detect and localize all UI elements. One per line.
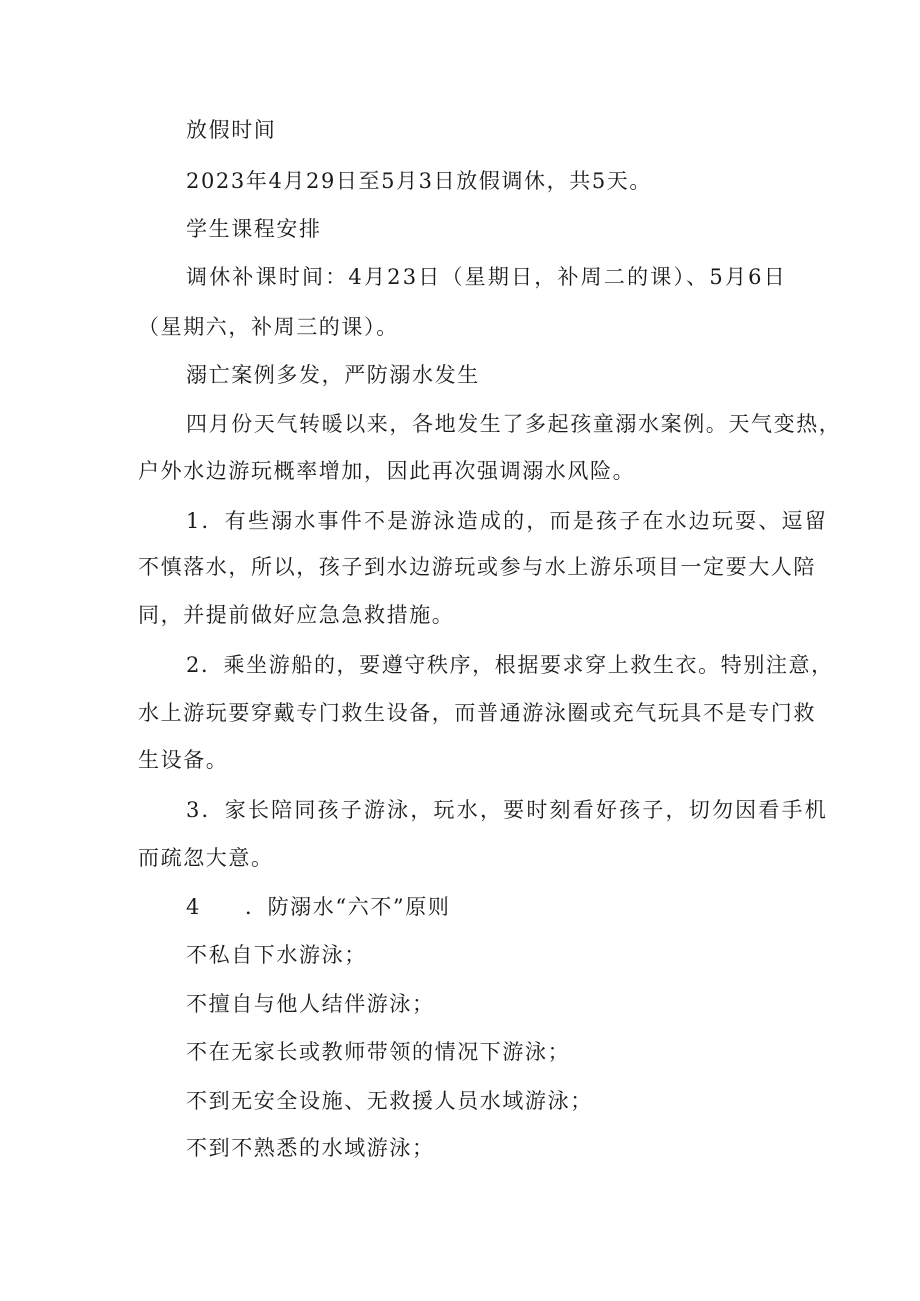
item1-paragraph-line: 不慎落水，所以，孩子到水边游玩或参与水上游乐项目一定要大人陪 — [138, 555, 816, 579]
holiday-paragraph: 2023年4月29日至5月3日放假调休，共5天。 — [186, 169, 653, 193]
item1-paragraph-line: 1．有些溺水事件不是游泳造成的，而是孩子在水边玩耍、逗留 — [186, 509, 828, 533]
schedule-paragraph-line: （星期六，补周三的课）。 — [138, 315, 399, 339]
heading-course-schedule: 学生课程安排 — [186, 217, 322, 241]
item4-title: ．防溺水“六不”原则 — [244, 895, 451, 919]
schedule-paragraph-line: 调休补课时间：4月23日（星期日，补周二的课）、5月6日 — [186, 265, 787, 289]
rule-list-item: 不到无安全设施、无救援人员水域游泳； — [186, 1089, 593, 1113]
item4-number: 4 — [186, 895, 201, 919]
rule-list-item: 不私自下水游泳； — [186, 943, 367, 967]
item4-heading — [186, 892, 450, 922]
item1-paragraph-line: 同，并提前做好应急急救措施。 — [138, 603, 455, 627]
rule-list-item: 不擅自与他人结伴游泳； — [186, 992, 435, 1016]
item2-paragraph-line: 水上游玩要穿戴专门救生设备，而普通游泳圈或充气玩具不是专门救 — [138, 701, 816, 725]
item2-paragraph-line: 2．乘坐游船的，要遵守秩序，根据要求穿上救生衣。特别注意， — [186, 653, 834, 677]
item3-paragraph-line: 3．家长陪同孩子游泳，玩水，要时刻看好孩子，切勿因看手机 — [186, 798, 828, 822]
rule-list-item: 不在无家长或教师带领的情况下游泳； — [186, 1040, 571, 1064]
rule-list-item: 不到不熟悉的水域游泳； — [186, 1136, 435, 1160]
heading-drowning-warning: 溺亡案例多发，严防溺水发生 — [186, 363, 480, 387]
intro-paragraph-line: 四月份天气转暖以来，各地发生了多起孩童溺水案例。天气变热， — [186, 412, 842, 436]
item3-paragraph-line: 而疏忽大意。 — [138, 846, 274, 870]
intro-paragraph-line: 户外水边游玩概率增加，因此再次强调溺水风险。 — [138, 459, 636, 483]
heading-holiday-time: 放假时间 — [186, 118, 277, 142]
item2-paragraph-line: 生设备。 — [138, 748, 229, 772]
